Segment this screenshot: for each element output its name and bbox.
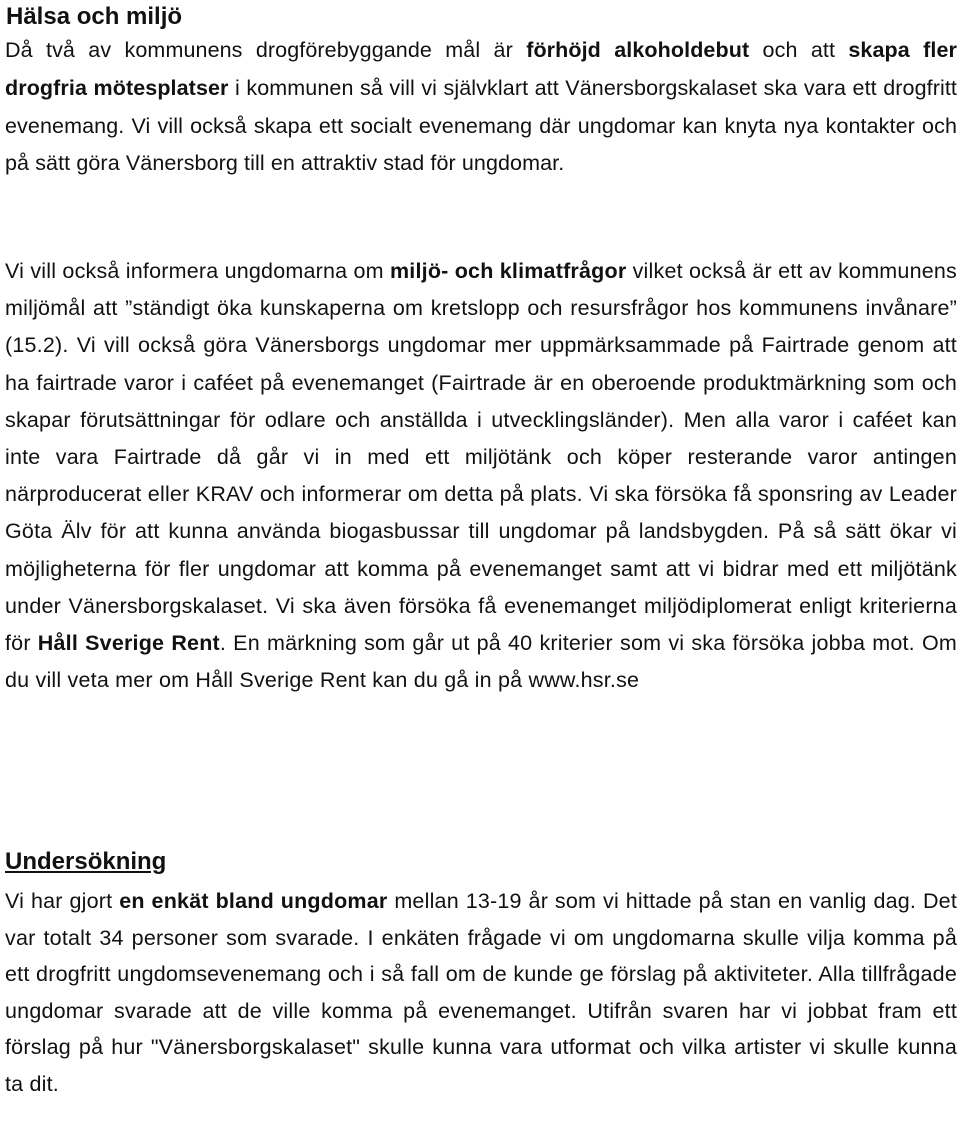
text-run: i kommunen så vill vi självklart att Vänersborgskalaset ska vara ett drogfritt evenemang. Vi vill också skapa ett socialt evenemang där ungdomar kan knyta nya kontakter och på sätt göra Vänersborg till en attraktiv stad för ungdomar. [5, 75, 957, 176]
bold-run: förhöjd alkoholdebut [526, 38, 750, 62]
bold-run: en enkät bland ungdomar [119, 889, 388, 913]
text-run: . En märkning som går ut på 40 kriterier som vi ska försöka jobba mot. Om du vill veta mer om Håll Sverige Rent kan du gå in på www.hsr.se [5, 631, 957, 693]
bold-run: miljö- och klimatfrågor [389, 259, 627, 283]
text-run: vilket också är ett av kommunens miljömål att ”ständigt öka kunskaperna om kretslopp och resursfrågor hos kommunens invånare” (15.2). Vi vill också göra Vänersborgs ungdomar mer uppmärksammade på Fairtrade genom att ha fairtrade varor i caféet på evenemanget (Fairtrade är en oberoende produktmärkning som och skapar förutsättningar för odlare och anställda i utvecklingsländer). Men alla varor i caféet kan inte vara Fairtrade då går vi in med ett miljötänk och köper resterande varor antingen närproducerat eller KRAV och informerar om detta på plats. Vi ska försöka få sponsring av Leader Göta Älv för att kunna använda biogasbussar till ungdomar på landsbygden. På så sätt ökar vi möjligheterna för fler ungdomar att komma på evenemanget samt att vi bidrar med ett miljötänk under Vänersborgskalaset. Vi ska även försöka få evenemanget miljödiplomerat enligt kriterierna för [5, 259, 957, 656]
text-run: Då två av kommunens drogförebyggande mål är [5, 38, 527, 62]
paragraph-drug-prevention [5, 32, 957, 183]
bold-run: skapa fler drogfria mötesplatser [5, 38, 957, 100]
paragraph-environment [5, 253, 957, 699]
text-run: Vi vill också informera ungdomarna om [5, 259, 390, 283]
text-run: mellan 13-19 år som vi hittade på stan en vanlig dag. Det var totalt 34 personer som svarade. I enkäten frågade vi om ungdomarna skulle vilja komma på ett drogfritt ungdomsevenemang och i så fall om de kunde ge förslag på aktiviteter. Alla tillfrågade ungdomar svarade att de ville komma på evenemanget. Utifrån svaren har vi jobbat fram ett förslag på hur "Vänersborgskalaset" skulle kunna vara utformat och vilka artister vi skulle kunna ta dit. [5, 889, 957, 1096]
paragraph-survey [5, 883, 957, 1103]
heading-undersokning: Undersökning [5, 848, 167, 875]
bold-run: Håll Sverige Rent [37, 631, 220, 656]
heading-halsa-och-miljo: Hälsa och miljö [6, 3, 183, 30]
text-run: och att [749, 38, 849, 62]
text-run: Vi har gjort [5, 889, 120, 913]
